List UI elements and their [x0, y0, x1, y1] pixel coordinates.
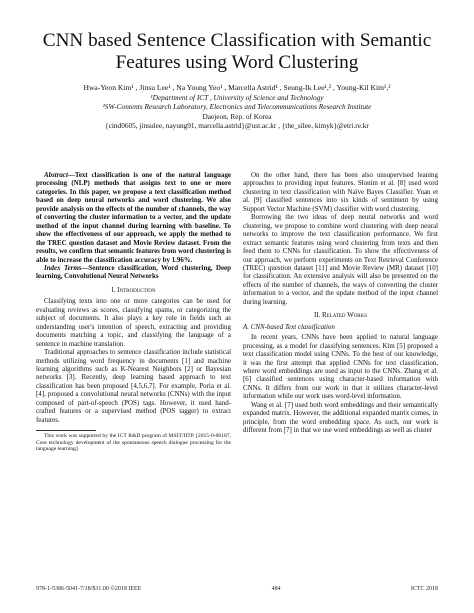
affiliation-3: Daejeon, Rep. of Korea	[202, 111, 272, 121]
index-terms-text: —Sentence classification, Word clustering, Deep learning, Convolutional Neural Networks	[36, 263, 231, 281]
author-list: Hwa-Yeon Kim¹ , Jinsu Lee¹ , Na Young Yeo¹ , Marcella Astrid¹ , Seung-Ik Lee¹,² , Young-Kil Kim¹,²	[83, 83, 391, 92]
left-column	[36, 171, 231, 453]
index-terms	[36, 264, 231, 281]
affiliation-1	[36, 93, 438, 102]
right-column	[243, 171, 438, 453]
title-line-2: Features using Word Clustering	[115, 52, 359, 73]
page-footer	[36, 586, 438, 592]
affiliation-2	[36, 102, 438, 111]
intro-paragraph-2: Traditional approaches to sentence classification include statistical methods utilizing word frequency in documents [1] and machine learning algorithms such as K-Nearest Neighbors [2] or Bayesian networks [3]. Recently, deep learning based approach to text classification has been proposed [4,5,6,7]. For example, Poria et al. [4], proposed a convolutional neural networks (CNNs) with the input composed of part-of-speech (POS) tags. However, it used hand-crafted features or a supervised method (POS tagger) to extract features.	[36, 348, 231, 424]
subsection-heading-cnn: A. CNN-based Text classification	[243, 322, 335, 331]
section-heading-introduction: I. Introduction	[111, 285, 156, 294]
funding-footnote: This work was supported by the ICT R&D program of MSIT/IITP. [2015-0-00187, Core technology development of the spontaneous speech dialogue processing for the language learning]	[36, 433, 231, 453]
intro-paragraph-1: Classifying texts into one or more categories can be used for evaluating reviews as scores, classifying spams, or categorizing the subject of documents. It also plays a key role in fields such as understanding user's intention of speech, extracting and providing documents matching a topic, and classifying the language of a sentence in machine translation.	[36, 297, 231, 348]
index-terms-label: Index Terms	[44, 263, 82, 272]
intro-paragraph-4: Borrowing the two ideas of deep neural networks and word clustering, we propose to combine word clustering with deep neural networks to improve the text classification performance. We first extract semantic features using word clustering from texts and then feed them to CNNs for classification. To show the effectiveness of our approach, we perform experiments on Text Retrieval Conference (TREC) question dataset [11] and Movie Review (MR) dataset [10] for classification. An extensive analysis will also be presented on the effects of the number of channels, the ways of converting the cluster information to a vector, and the update method of the input channel during learning.	[243, 213, 438, 306]
conference-name: ICTC 2018	[410, 586, 438, 592]
email-list: {cind0605, jinsulee, nayung91, marcella.astrid}@ust.ac.kr , {the_silee, kimyk}@etri.re.kr	[105, 121, 369, 131]
title-line-1: CNN based Sentence Classification with Semantic	[42, 30, 432, 51]
section-heading-related-works: II. Related Works	[313, 311, 368, 320]
isbn-copyright: 978-1-5386-5041-7/18/$31.00 ©2018 IEEE	[36, 586, 142, 592]
paper-title	[36, 30, 438, 74]
abstract-label: Abstract	[44, 171, 68, 179]
related-paragraph-2: Wang et al. [7] used both word embeddings and their semantically expanded matrix. However, the additional expanded matrix comes, in principle, from the word embedding space. As such, our work is different from [7] in that we use word embeddings as well as cluster	[243, 400, 438, 435]
abstract	[36, 171, 231, 264]
related-paragraph-1: In recent years, CNNs have been applied to natural language processing, as a model for classifying sentences. Kim [5] proposed a text classification model using CNNs. To the best of our knowledge, it was the first attempt that applied CNNs for text classification, where word embeddings are used as input to the CNNs. Zhang et al. [6] classified sentences using character-based information with CNNs. It differs from our work in that it utilizes character-level information while our work uses word-level information.	[243, 333, 438, 401]
affiliation-2-text: ²SW-Contents Research Laboratory, Electronics and Telecommunications Research Institute	[102, 102, 372, 112]
page-number: 484	[271, 586, 281, 592]
body-columns	[36, 171, 438, 453]
affiliation-1-text: ¹Department of ICT , University of Science and Technology	[150, 93, 324, 102]
abstract-text: —Text classification is one of the natural language processing (NLP) methods that assigns text to one or more categories. In this paper, we propose a text classification method based on deep neural networks and word clustering. We also provide analysis on the effects of the number of channels, the way of converting the cluster information to a vector, and the update method of the input channel during learning with baseline. To show the effectiveness of our approach, we apply the method to the TREC question dataset and Movie Review dataset. From the results, we confirm that semantic features from word clustering is able to increase the classification accuracy by 1.96%.	[36, 171, 231, 264]
intro-paragraph-3: On the other hand, there has been also unsupervised leaning approaches to providing input features. Slonim et al. [8] used word clustering in text classification with Naïve Bayes Classifier. Yuan et al. [9] classified sentences into six kinds of sentiment by using Support Vector Machine (SVM) classifier with word clustering.	[243, 171, 438, 213]
footnote-divider	[36, 430, 96, 431]
